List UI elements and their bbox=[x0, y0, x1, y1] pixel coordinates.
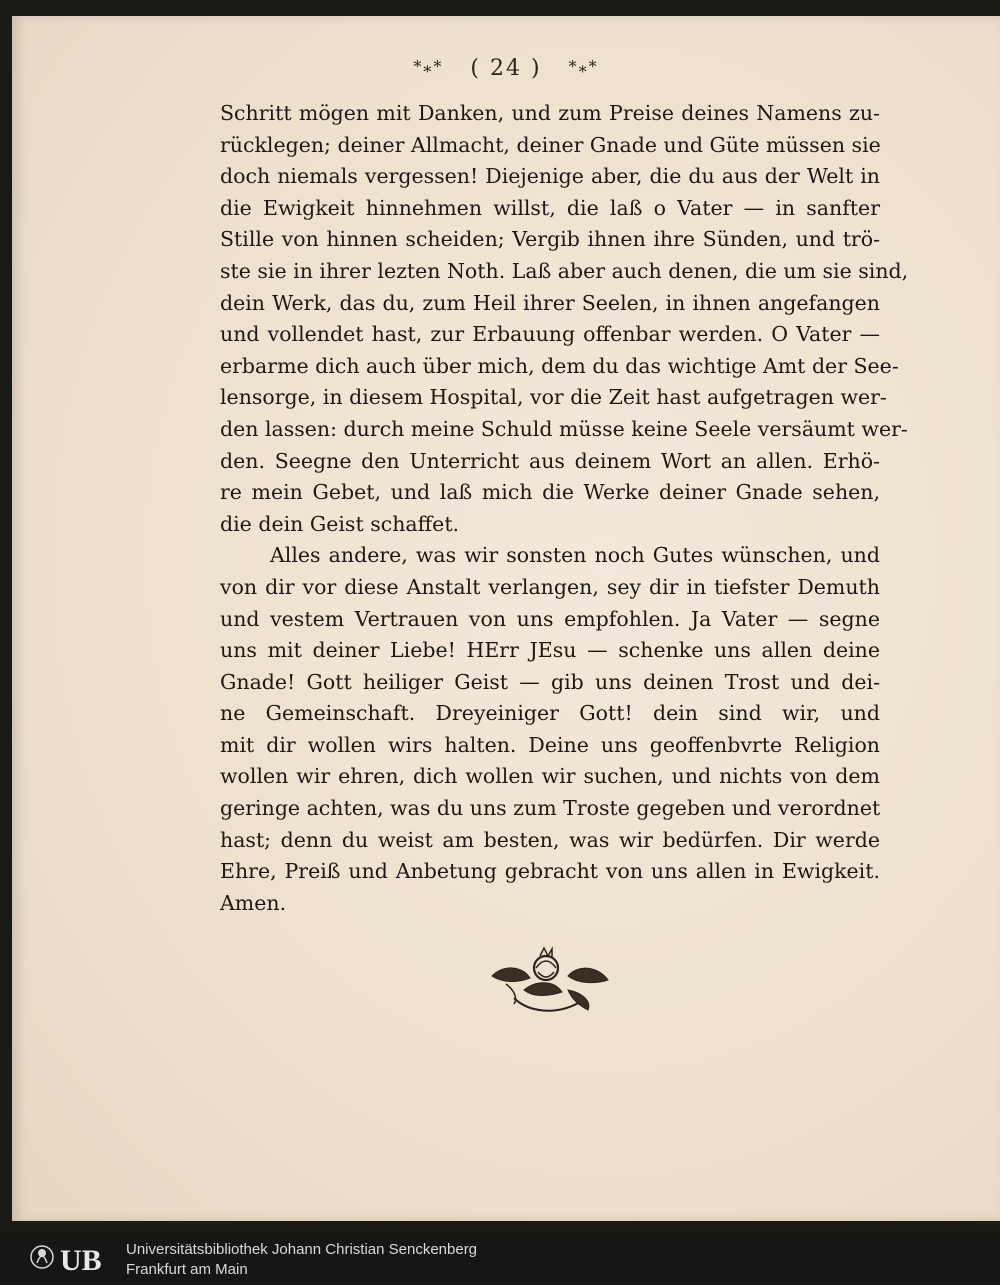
ub-logo-icon bbox=[28, 1239, 118, 1279]
header-stars-left: *⁎* bbox=[413, 57, 444, 76]
text-line: und vollendet hast, zur Erbauung offenbar werden. O Vater — bbox=[220, 322, 880, 347]
text-line: die dein Geist schaffet. bbox=[220, 511, 460, 536]
text-line: und vestem Vertrauen von uns empfohlen. Ja Vater — segne bbox=[220, 606, 880, 631]
text-line: Amen. bbox=[220, 890, 287, 915]
text-line: den lassen: durch meine Schuld müsse keine Seele versäumt wer- bbox=[220, 416, 908, 441]
text-line: lensorge, in diesem Hospital, vor die Zeit hast aufgetragen wer- bbox=[220, 385, 887, 410]
page-header bbox=[12, 56, 1000, 81]
text-line: dein Werk, das du, zum Heil ihrer Seelen, in ihnen angefangen bbox=[220, 290, 880, 315]
text-line: geringe achten, was du uns zum Troste gegeben und verordnet bbox=[220, 796, 881, 821]
text-line: von dir vor diese Anstalt verlangen, sey dir in tiefster Demuth bbox=[220, 574, 880, 599]
book-page bbox=[12, 16, 1000, 1221]
text-line: Schritt mögen mit Danken, und zum Preise deines Namens zu- bbox=[220, 101, 880, 125]
text-line: ste sie in ihrer lezten Noth. Laß aber auch denen, die um sie sind, bbox=[220, 258, 909, 283]
text-line: mit dir wollen wirs halten. Deine uns geoffenbvrte Religion bbox=[220, 732, 880, 757]
institution-name: Universitätsbibliothek Johann Christian Senckenberg bbox=[126, 1241, 478, 1258]
text-line: die Ewigkeit hinnehmen willst, die laß o Vater — in sanfter bbox=[220, 195, 880, 220]
page-body-text bbox=[220, 98, 909, 919]
ub-logo-text: UB bbox=[60, 1244, 102, 1277]
text-line: Gnade! Gott heiliger Geist — gib uns deinen Trost und dei- bbox=[220, 669, 880, 694]
text-line: wollen wir ehren, dich wollen wir suchen, und nichts von dem bbox=[220, 764, 880, 789]
text-line: Alles andere, was wir sonsten noch Gutes wünschen, und bbox=[270, 543, 880, 568]
text-line: re mein Gebet, und laß mich die Werke deiner Gnade sehen, bbox=[220, 480, 880, 505]
library-footer bbox=[0, 1233, 1000, 1285]
text-line: Ehre, Preiß und Anbetung gebracht von uns allen in Ewigkeit. bbox=[220, 859, 880, 884]
text-line: hast; denn du weist am besten, was wir bedürfen. Dir werde bbox=[220, 827, 880, 852]
text-line: ne Gemeinschaft. Dreyeiniger Gott! dein sind wir, und bbox=[220, 701, 880, 726]
text-line: Stille von hinnen scheiden; Vergib ihnen ihre Sünden, und trö- bbox=[220, 227, 880, 252]
text-line: uns mit deiner Liebe! HErr JEsu — schenke uns allen deine bbox=[220, 638, 880, 663]
text-line: den. Seegne den Unterricht aus deinem Wort an allen. Erhö- bbox=[220, 448, 880, 473]
text-line: doch niemals vergessen! Diejenige aber, die du aus der Welt in bbox=[220, 164, 880, 189]
page-number: ( 24 ) bbox=[470, 56, 542, 81]
header-stars-right: *⁎* bbox=[568, 57, 599, 76]
institution-city: Frankfurt am Main bbox=[126, 1261, 248, 1278]
text-line: erbarme dich auch über mich, dem du das wichtige Amt der See- bbox=[220, 353, 899, 378]
floral-ornament-icon bbox=[484, 946, 614, 1026]
text-line: rücklegen; deiner Allmacht, deiner Gnade und Güte müssen sie bbox=[220, 132, 881, 157]
